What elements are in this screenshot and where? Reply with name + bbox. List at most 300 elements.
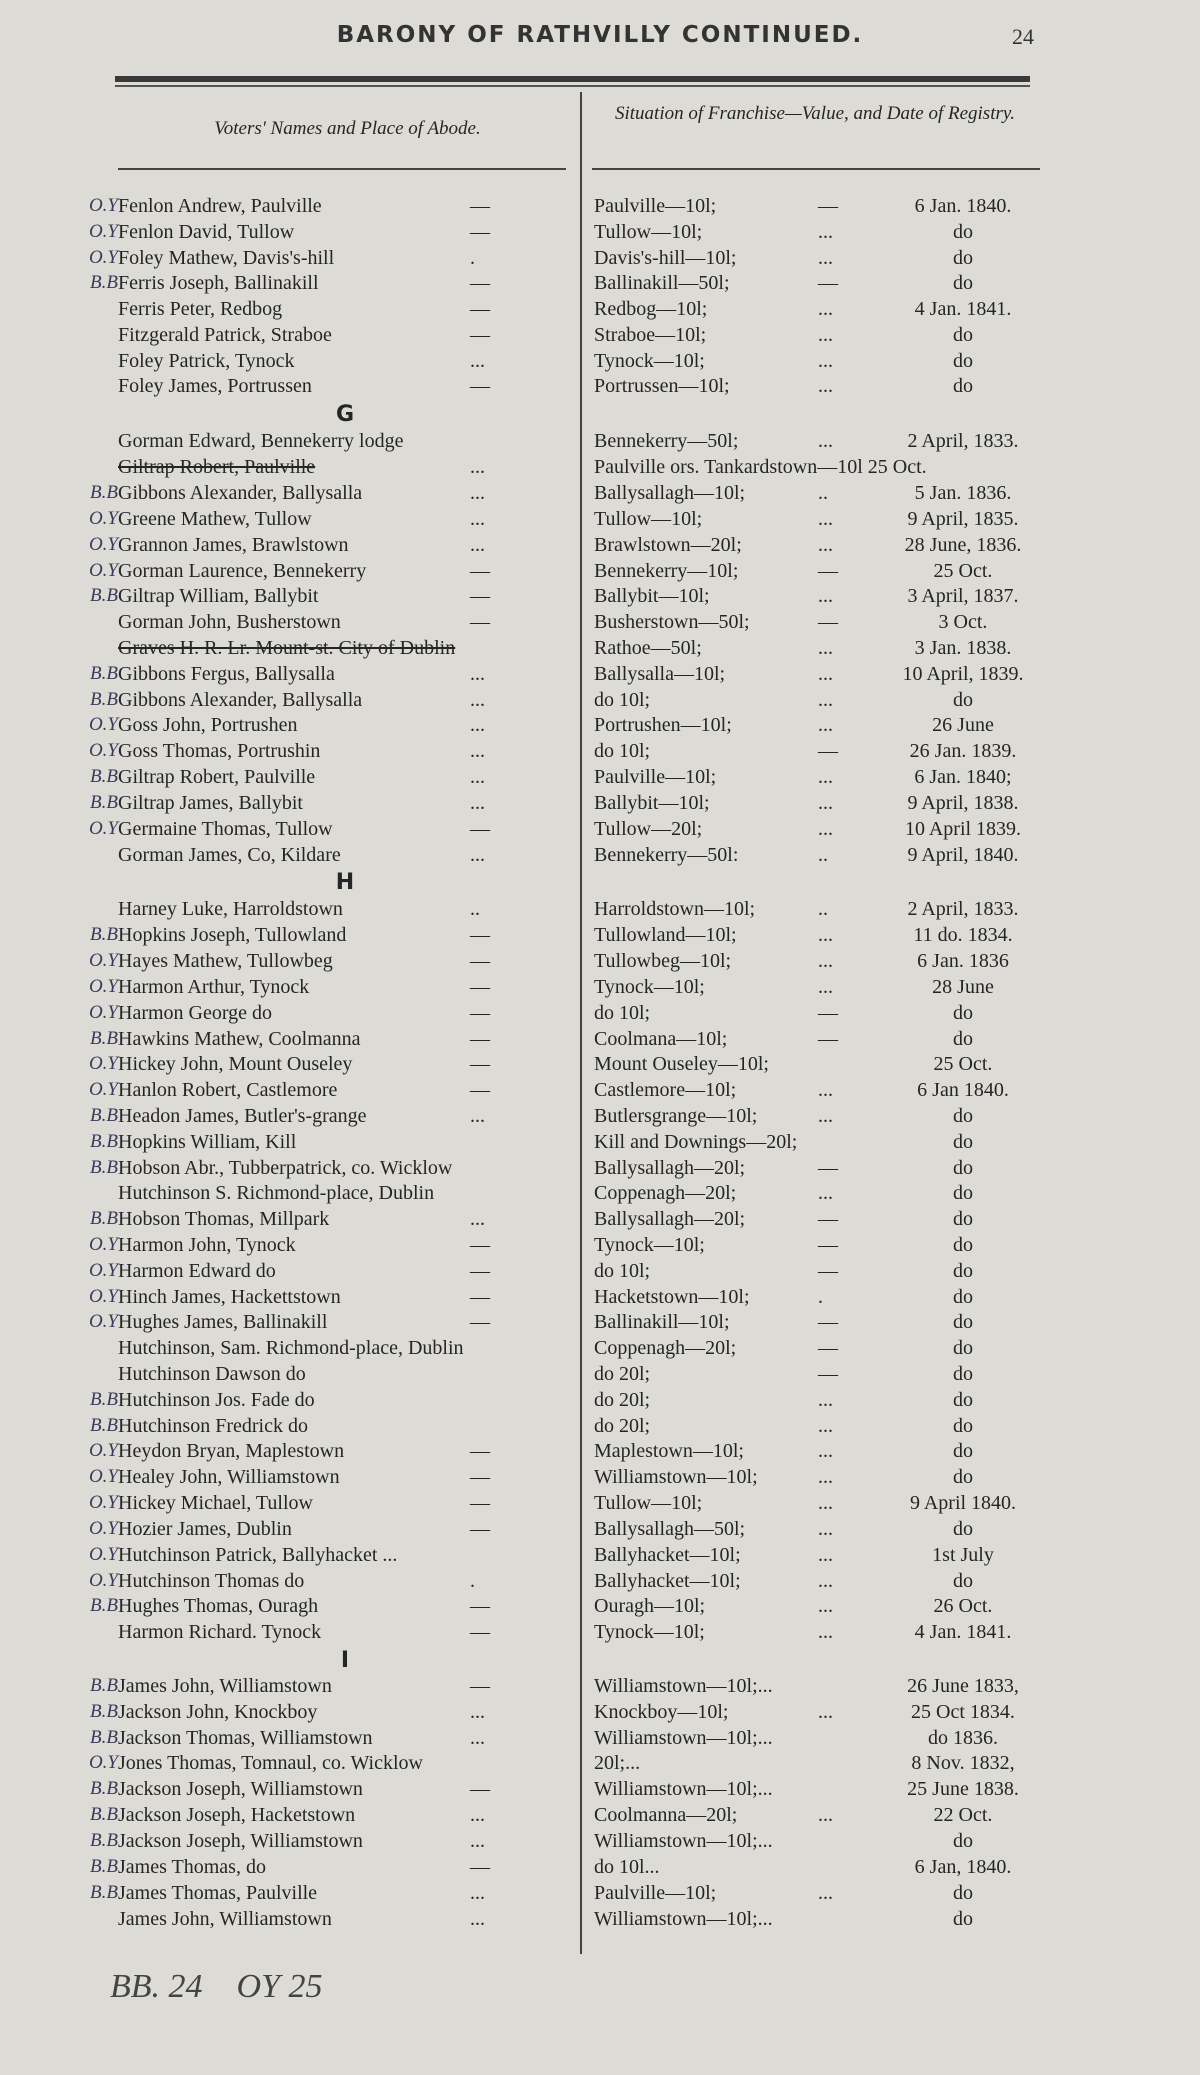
voter-row — [0, 322, 1200, 348]
voter-name: Hobson Thomas, Millpark — [118, 1208, 330, 1230]
franchise-situation: Tynock—10l; — [594, 1621, 705, 1643]
voter-row — [0, 1413, 1200, 1439]
registry-mark: B.B — [90, 1882, 118, 1903]
leader-dots: ... — [470, 663, 485, 685]
voter-name: Hutchinson Jos. Fade do — [118, 1389, 315, 1411]
registry-date: 9 April, 1835. — [907, 508, 1019, 530]
franchise-situation: do 10l... — [594, 1856, 660, 1878]
voter-name: Gibbons Alexander, Ballysalla — [118, 482, 363, 504]
franchise-situation: do 20l; — [594, 1363, 651, 1385]
leader-dots: ... — [818, 976, 833, 998]
registry-mark: B.B — [90, 1157, 118, 1178]
franchise-situation: Ballybit—10l; — [594, 792, 710, 814]
franchise-situation: Mount Ouseley—10l; — [594, 1053, 769, 1075]
voter-name: Hutchinson, Sam. Richmond-place, Dublin — [118, 1337, 464, 1359]
voter-row — [0, 842, 1200, 868]
voter-name: Gorman Edward, Bennekerry lodge — [118, 430, 404, 452]
voter-row — [0, 1232, 1200, 1258]
leader-dots: — — [470, 1675, 490, 1697]
registry-mark: B.B — [90, 1028, 118, 1049]
voter-row — [0, 896, 1200, 922]
voter-name: Ferris Peter, Redbog — [118, 298, 283, 320]
voter-name: Harmon John, Tynock — [118, 1234, 296, 1256]
registry-date: 10 April, 1839. — [902, 663, 1024, 685]
leader-dots: ... — [818, 221, 833, 243]
registry-mark: B.B — [90, 792, 118, 813]
registry-date: 22 Oct. — [933, 1804, 993, 1826]
registry-mark: B.B — [90, 272, 118, 293]
voter-row — [0, 583, 1200, 609]
voter-row — [0, 1258, 1200, 1284]
leader-dots: — — [470, 1595, 490, 1617]
registry-date: do — [953, 1882, 973, 1904]
registry-date: do — [953, 1234, 973, 1256]
leader-dots: — — [470, 1492, 490, 1514]
franchise-situation: Castlemore—10l; — [594, 1079, 737, 1101]
voter-row — [0, 764, 1200, 790]
leader-dots: — — [470, 1856, 490, 1878]
registry-mark: B.B — [90, 1804, 118, 1825]
voter-row — [0, 1361, 1200, 1387]
franchise-situation: Harroldstown—10l; — [594, 898, 756, 920]
voter-row — [0, 193, 1200, 219]
voter-row — [0, 1750, 1200, 1776]
franchise-situation: Coolmanna—20l; — [594, 1804, 738, 1826]
registry-date: do — [953, 1002, 973, 1024]
registry-date: 9 April, 1840. — [907, 844, 1019, 866]
registry-date: 28 June — [932, 976, 994, 998]
registry-mark: O.Y — [88, 534, 118, 555]
voter-name: Jackson Joseph, Williamstown — [118, 1830, 363, 1852]
registry-date: do — [953, 1182, 973, 1204]
leader-dots: — — [470, 324, 490, 346]
registry-date: do — [953, 247, 973, 269]
voter-name: Hickey Michael, Tullow — [118, 1492, 313, 1514]
franchise-situation: Bennekerry—10l; — [594, 560, 739, 582]
leader-dots: — — [818, 195, 838, 217]
leader-dots: — — [470, 1260, 490, 1282]
franchise-situation: Tullow—10l; — [594, 221, 703, 243]
registry-date: 25 June 1838. — [907, 1778, 1019, 1800]
leader-dots: ... — [470, 1701, 485, 1723]
leader-dots: ... — [470, 1208, 485, 1230]
franchise-situation: Paulville—10l; — [594, 195, 717, 217]
voter-name: Grannon James, Brawlstown — [118, 534, 349, 556]
registry-date: do — [953, 324, 973, 346]
voter-name: Foley Patrick, Tynock — [118, 350, 295, 372]
voter-name: Germaine Thomas, Tullow — [118, 818, 333, 840]
franchise-situation: Ballinakill—10l; — [594, 1311, 730, 1333]
leader-dots: — — [818, 560, 838, 582]
registry-mark: O.Y — [88, 1260, 118, 1281]
voter-name: Hayes Mathew, Tullowbeg — [118, 950, 333, 972]
leader-dots: — — [818, 272, 838, 294]
voter-name: Giltrap James, Ballybit — [118, 792, 303, 814]
leader-dots: ... — [470, 1830, 485, 1852]
franchise-situation: Portrussen—10l; — [594, 375, 730, 397]
leader-dots: ... — [470, 1727, 485, 1749]
registry-mark: B.B — [90, 663, 118, 684]
leader-dots: ... — [818, 1389, 833, 1411]
leader-dots: ... — [818, 1492, 833, 1514]
registry-date: 26 Jan. 1839. — [909, 740, 1017, 762]
franchise-situation: Straboe—10l; — [594, 324, 707, 346]
leader-dots: ... — [470, 508, 485, 530]
registry-date: 25 Oct. — [933, 560, 993, 582]
voter-name: James John, Williamstown — [118, 1908, 332, 1930]
leader-dots: — — [470, 560, 490, 582]
registry-date: 1st July — [932, 1544, 994, 1566]
voter-row — [0, 816, 1200, 842]
leader-dots: ... — [818, 1182, 833, 1204]
franchise-situation: Portrushen—10l; — [594, 714, 732, 736]
leader-dots: ... — [470, 1882, 485, 1904]
registry-date: 10 April 1839. — [904, 818, 1022, 840]
registry-date: do — [953, 1337, 973, 1359]
registry-mark: O.Y — [88, 1752, 118, 1773]
leader-dots: ... — [818, 1701, 833, 1723]
registry-mark: B.B — [90, 924, 118, 945]
registry-mark: B.B — [90, 689, 118, 710]
leader-dots: ... — [470, 1105, 485, 1127]
voter-name: Jones Thomas, Tomnaul, co. Wicklow — [118, 1752, 423, 1774]
voter-name: Jackson John, Knockboy — [118, 1701, 318, 1723]
franchise-situation: Tullow—10l; — [594, 508, 703, 530]
franchise-situation: Williamstown—10l; — [594, 1466, 758, 1488]
voter-name: Hutchinson Fredrick do — [118, 1415, 308, 1437]
registry-mark: O.Y — [88, 1492, 118, 1513]
voter-name: Giltrap Robert, Paulville — [118, 456, 316, 478]
voter-row — [0, 1906, 1200, 1932]
franchise-situation: Butlersgrange—10l; — [594, 1105, 758, 1127]
leader-dots: — — [818, 1028, 838, 1050]
leader-dots: — — [470, 1286, 490, 1308]
voter-row — [0, 1206, 1200, 1232]
franchise-situation: Ballysallagh—10l; — [594, 482, 746, 504]
registry-date: do — [953, 1908, 973, 1930]
voter-row — [0, 480, 1200, 506]
voter-row — [0, 1593, 1200, 1619]
voter-row — [0, 1129, 1200, 1155]
leader-dots: . — [470, 1570, 475, 1592]
leader-dots: ... — [470, 350, 485, 372]
leader-dots: .. — [818, 482, 828, 504]
voter-name: Healey John, Williamstown — [118, 1466, 340, 1488]
registry-date: 8 Nov. 1832, — [911, 1752, 1015, 1774]
leader-dots: — — [818, 1260, 838, 1282]
registry-date: do — [953, 350, 973, 372]
leader-dots: ... — [470, 740, 485, 762]
leader-dots: — — [470, 1234, 490, 1256]
voter-name: Fenlon Andrew, Paulville — [118, 195, 322, 217]
leader-dots: ... — [470, 689, 485, 711]
registry-mark: B.B — [90, 1595, 118, 1616]
registry-date: do — [953, 1311, 973, 1333]
registry-mark: O.Y — [88, 508, 118, 529]
registry-date: 5 Jan. 1836. — [914, 482, 1012, 504]
voter-name: Hutchinson S. Richmond-place, Dublin — [118, 1182, 435, 1204]
voter-row — [0, 1490, 1200, 1516]
leader-dots: ... — [818, 818, 833, 840]
franchise-situation: Paulville—10l; — [594, 766, 717, 788]
leader-dots: ... — [818, 508, 833, 530]
voter-row — [0, 1051, 1200, 1077]
registry-mark: O.Y — [88, 976, 118, 997]
leader-dots: — — [470, 818, 490, 840]
franchise-situation: Tynock—10l; — [594, 976, 705, 998]
voter-name: Jackson Joseph, Hacketstown — [118, 1804, 356, 1826]
registry-mark: B.B — [90, 766, 118, 787]
franchise-situation: Williamstown—10l;... — [594, 1727, 773, 1749]
leader-dots: ... — [818, 350, 833, 372]
registry-date: 6 Jan. 1840; — [914, 766, 1012, 788]
leader-dots: ... — [818, 430, 833, 452]
voter-row — [0, 687, 1200, 713]
leader-dots: — — [818, 740, 838, 762]
franchise-situation: Ballysalla—10l; — [594, 663, 726, 685]
voter-row — [0, 1828, 1200, 1854]
franchise-situation: Ballyhacket—10l; — [594, 1570, 741, 1592]
leader-dots: — — [470, 1518, 490, 1540]
registry-mark: O.Y — [88, 1286, 118, 1307]
section-letter: G — [335, 402, 355, 427]
registry-date: 26 June 1833, — [907, 1675, 1019, 1697]
footer-annotation: BB. 24 OY 25 — [110, 1968, 323, 2005]
leader-dots: — — [470, 298, 490, 320]
voter-row — [0, 1335, 1200, 1361]
registry-date: 2 April, 1833. — [907, 898, 1019, 920]
voter-name: Foley Mathew, Davis's-hill — [118, 247, 335, 269]
voter-name: Hutchinson Dawson do — [118, 1363, 306, 1385]
top-rule-thin — [115, 85, 1030, 87]
leader-dots: ... — [470, 714, 485, 736]
registry-date: do — [953, 1131, 973, 1153]
franchise-situation: Busherstown—50l; — [594, 611, 750, 633]
leader-dots: — — [818, 1363, 838, 1385]
voter-row — [0, 1673, 1200, 1699]
registry-mark: B.B — [90, 1208, 118, 1229]
voter-row — [0, 1438, 1200, 1464]
registry-mark: O.Y — [88, 221, 118, 242]
registry-mark: O.Y — [88, 818, 118, 839]
franchise-situation: Ouragh—10l; — [594, 1595, 706, 1617]
voter-row — [0, 348, 1200, 374]
leader-dots: ... — [818, 1105, 833, 1127]
franchise-situation: Williamstown—10l;... — [594, 1908, 773, 1930]
leader-dots: ... — [470, 792, 485, 814]
registry-mark: O.Y — [88, 740, 118, 761]
header-rule-right — [592, 168, 1040, 170]
voter-row — [0, 1802, 1200, 1828]
franchise-situation: Coolmana—10l; — [594, 1028, 728, 1050]
franchise-situation: Tynock—10l; — [594, 350, 705, 372]
leader-dots: — — [470, 272, 490, 294]
section-letter: H — [335, 870, 355, 895]
leader-dots: ... — [470, 766, 485, 788]
leader-dots: ... — [470, 456, 485, 478]
leader-dots: — — [818, 1002, 838, 1024]
franchise-situation: Rathoe—50l; — [594, 637, 702, 659]
leader-dots: ... — [818, 1882, 833, 1904]
voter-row — [0, 635, 1200, 661]
leader-dots: ... — [818, 1804, 833, 1826]
registry-mark: B.B — [90, 1675, 118, 1696]
leader-dots: ... — [470, 482, 485, 504]
franchise-situation: Paulville ors. Tankardstown—10l 25 Oct. — [594, 456, 927, 478]
voter-row — [0, 1387, 1200, 1413]
registry-date: 11 do. 1834. — [913, 924, 1013, 946]
registry-date: do — [953, 1518, 973, 1540]
franchise-situation: Coppenagh—20l; — [594, 1182, 737, 1204]
leader-dots: — — [470, 950, 490, 972]
voter-name: Hutchinson Patrick, Ballyhacket ... — [118, 1544, 398, 1566]
leader-dots: — — [818, 1234, 838, 1256]
voter-row — [0, 296, 1200, 322]
registry-mark: B.B — [90, 482, 118, 503]
voter-row — [0, 661, 1200, 687]
leader-dots: — — [470, 1079, 490, 1101]
registry-mark: O.Y — [88, 195, 118, 216]
registry-mark: O.Y — [88, 1440, 118, 1461]
franchise-situation: Brawlstown—20l; — [594, 534, 742, 556]
registry-mark: B.B — [90, 1105, 118, 1126]
registry-mark: O.Y — [88, 950, 118, 971]
registry-mark: B.B — [90, 1727, 118, 1748]
top-rule — [115, 76, 1030, 82]
leader-dots: — — [470, 195, 490, 217]
registry-date: do — [953, 1260, 973, 1282]
voter-name: Foley James, Portrussen — [118, 375, 312, 397]
registry-date: do — [953, 1415, 973, 1437]
registry-date: 6 Jan 1840. — [917, 1079, 1009, 1101]
leader-dots: — — [470, 1053, 490, 1075]
voter-row — [0, 1103, 1200, 1129]
franchise-situation: Ballysallagh—20l; — [594, 1208, 746, 1230]
voter-name: Hopkins Joseph, Tullowland — [118, 924, 347, 946]
leader-dots: ... — [818, 637, 833, 659]
registry-date: do — [953, 221, 973, 243]
voter-name: Hopkins William, Kill — [118, 1131, 297, 1153]
registry-date: do 1836. — [928, 1727, 998, 1749]
leader-dots: ... — [470, 1908, 485, 1930]
registry-date: do — [953, 689, 973, 711]
voter-name: Gibbons Alexander, Ballysalla — [118, 689, 363, 711]
voter-row — [0, 712, 1200, 738]
leader-dots: ... — [818, 1079, 833, 1101]
registry-date: 26 Oct. — [933, 1595, 993, 1617]
voter-name: Fenlon David, Tullow — [118, 221, 295, 243]
registry-date: do — [953, 1363, 973, 1385]
leader-dots: ... — [818, 1570, 833, 1592]
leader-dots: — — [470, 375, 490, 397]
registry-mark: O.Y — [88, 1570, 118, 1591]
leader-dots: ... — [470, 534, 485, 556]
registry-date: 6 Jan. 1836 — [917, 950, 1009, 972]
registry-mark: B.B — [90, 1778, 118, 1799]
leader-dots: — — [470, 585, 490, 607]
franchise-situation: Maplestown—10l; — [594, 1440, 744, 1462]
registry-mark: O.Y — [88, 1466, 118, 1487]
voter-name: Greene Mathew, Tullow — [118, 508, 312, 530]
registry-date: do — [953, 1157, 973, 1179]
franchise-situation: do 10l; — [594, 1260, 651, 1282]
registry-mark: O.Y — [88, 1311, 118, 1332]
leader-dots: — — [470, 1440, 490, 1462]
voter-name: Hanlon Robert, Castlemore — [118, 1079, 338, 1101]
franchise-situation: Ballyhacket—10l; — [594, 1544, 741, 1566]
registry-date: do — [953, 1105, 973, 1127]
voter-row — [0, 454, 1200, 480]
registry-date: 9 April 1840. — [909, 1492, 1017, 1514]
leader-dots: ... — [818, 1440, 833, 1462]
voter-name: Harmon Arthur, Tynock — [118, 976, 310, 998]
leader-dots: . — [818, 1286, 823, 1308]
registry-mark: B.B — [90, 1415, 118, 1436]
voter-row — [0, 373, 1200, 399]
voter-name: Gorman Laurence, Bennekerry — [118, 560, 367, 582]
page-number: 24 — [1012, 24, 1034, 49]
registry-mark: O.Y — [88, 714, 118, 735]
voter-row — [0, 948, 1200, 974]
voter-row — [0, 1309, 1200, 1335]
voter-row — [0, 1000, 1200, 1026]
franchise-situation: Kill and Downings—20l; — [594, 1131, 798, 1153]
leader-dots: ... — [818, 950, 833, 972]
leader-dots: ... — [818, 1621, 833, 1643]
voter-row — [0, 1854, 1200, 1880]
leader-dots: ... — [818, 924, 833, 946]
registry-date: do — [953, 1208, 973, 1230]
voter-name: Harmon Edward do — [118, 1260, 276, 1282]
leader-dots: ... — [818, 766, 833, 788]
leader-dots: ... — [470, 844, 485, 866]
voter-row — [0, 1180, 1200, 1206]
leader-dots: .. — [818, 898, 828, 920]
leader-dots: .. — [470, 898, 480, 920]
leader-dots: — — [470, 924, 490, 946]
leader-dots: .. — [818, 844, 828, 866]
voter-name: Ferris Joseph, Ballinakill — [118, 272, 319, 294]
leader-dots: ... — [818, 792, 833, 814]
voter-name: Goss John, Portrushen — [118, 714, 298, 736]
leader-dots: . — [470, 247, 475, 269]
voter-name: Hickey John, Mount Ouseley — [118, 1053, 353, 1075]
section-letter: I — [340, 1648, 350, 1673]
leader-dots: ... — [818, 1595, 833, 1617]
voter-row — [0, 428, 1200, 454]
voter-row — [0, 1464, 1200, 1490]
voter-row — [0, 1776, 1200, 1802]
franchise-situation: Williamstown—10l;... — [594, 1778, 773, 1800]
franchise-situation: do 10l; — [594, 1002, 651, 1024]
franchise-situation: Redbog—10l; — [594, 298, 708, 320]
leader-dots: ... — [818, 247, 833, 269]
franchise-situation: Bennekerry—50l; — [594, 430, 739, 452]
voter-name: Giltrap Robert, Paulville — [118, 766, 316, 788]
registry-date: 3 Oct. — [938, 611, 988, 633]
leader-dots: — — [470, 221, 490, 243]
voter-name: Headon James, Butler's-grange — [118, 1105, 367, 1127]
franchise-situation: do 20l; — [594, 1389, 651, 1411]
voter-row — [0, 1026, 1200, 1052]
registry-date: do — [953, 1028, 973, 1050]
voter-row — [0, 922, 1200, 948]
registry-mark: O.Y — [88, 1053, 118, 1074]
voter-name: Hughes Thomas, Ouragh — [118, 1595, 319, 1617]
voter-row — [0, 1699, 1200, 1725]
header-rule-left — [118, 168, 566, 170]
leader-dots: ... — [818, 585, 833, 607]
